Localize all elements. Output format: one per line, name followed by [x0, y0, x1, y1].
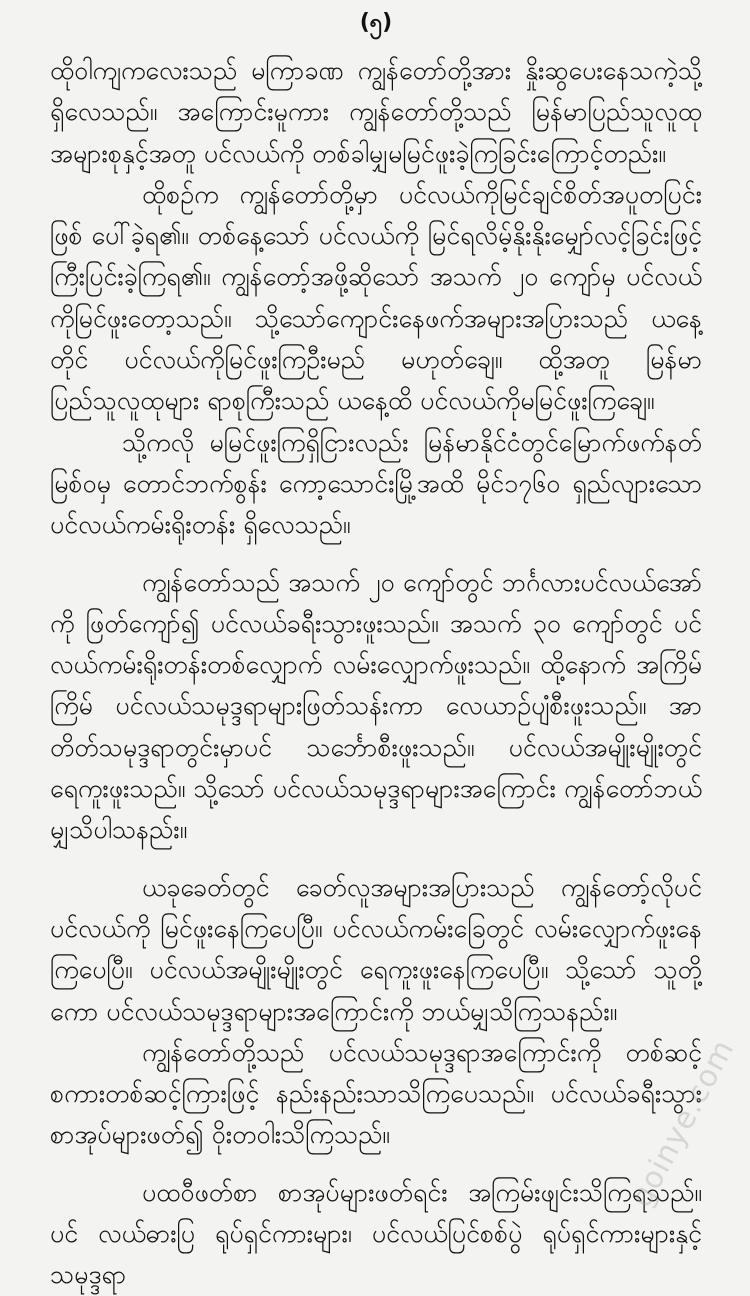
- paragraph-5: ယခုခေတ်တွင် ခေတ်လူအများအပြားသည် ကျွန်တော့်လိုပင် ပင်လယ်ကို မြင်ဖူးနေကြပေပြီ။ ပင်လယ်ကမ်းခြေတွင် လမ်းလျှောက်ဖူးနေ ကြပေပြီ။ ပင်လယ်အမျိုးမျိုးတွင် ရေကူးဖူးနေကြပေပြီ။ သို့သော် သူတို့ ကော ပင်လယ်သမုဒ္ဒရာများအကြောင်းကို ဘယ်မျှသိကြသနည်း။: [50, 872, 702, 1026]
- paragraph-6: ကျွန်တော်တို့သည် ပင်လယ်သမုဒ္ဒရာအကြောင်းကို တစ်ဆင့် စကားတစ်ဆင့်ကြားဖြင့် နည်းနည်းသာသိကြပေသည်။ ပင်လယ်ခရီးသွား စာအုပ်များဖတ်၍ ဝိုးတဝါးသိကြသည်။: [50, 1037, 702, 1150]
- paragraph-4: ကျွန်တော်သည် အသက် ၂၀ ကျော်တွင် ဘင်္ဂလားပင်လယ်အော် ကို ဖြတ်ကျော်၍ ပင်လယ်ခရီးသွားဖူးသည်။ အသက် ၃၀ ကျော်တွင် ပင် လယ်ကမ်းရိုးတန်းတစ်လျှောက် လမ်းလျှောက်ဖူးသည်။ ထို့နောက် အကြိမ် ကြိမ် ပင်လယ်သမုဒ္ဒရာများဖြတ်သန်းကာ လေယာဉ်ပျံစီးဖူးသည်။ အာ တိတ်သမုဒ္ဒရာတွင်းမှာပင် သင်္ဘောစီးဖူးသည်။ ပင်လယ်အမျိုးမျိုးတွင် ရေကူးဖူးသည်။ သို့သော် ပင်လယ်သမုဒ္ဒရာများအကြောင်း ကျွန်တော်ဘယ် မျှသိပါသနည်း။: [50, 567, 702, 845]
- paragraph-3: သို့ကလို မမြင်ဖူးကြရှိငြားလည်း မြန်မာနိုင်ငံတွင်မြောက်ဖက်နတ် မြစ်ဝမှ တောင်ဘက်စွန်း ကော့သောင်းမြို့အထိ မိုင်၁၇၆၀ ရှည်လျားသော ပင်လယ်ကမ်းရိုးတန်း ရှိလေသည်။: [50, 427, 702, 540]
- paragraph-1: ထိုဝါကျကလေးသည် မကြာခဏ ကျွန်တော်တို့အား နှိုးဆွပေးနေသကဲ့သို့ ရှိလေသည်။ အကြောင်းမူကား ကျွန်တော်တို့သည် မြန်မာပြည်သူလူထု အများစုနှင့်အတူ ပင်လယ်ကို တစ်ခါမျှမမြင်ဖူးခဲ့ကြခြင်းကြောင့်တည်း။: [50, 56, 702, 168]
- paragraph-2: ထိုစဉ်က ကျွန်တော်တို့မှာ ပင်လယ်ကိုမြင်ချင်စိတ်အပူတပြင်းဖြစ် ပေါ်ခဲ့ရ၏။ တစ်နေ့သော် ပင်လယ်ကို မြင်ရလိမ့်နိုးနိုးမျှော်လင့်ခြင်းဖြင့် ကြီးပြင်းခဲ့ကြရ၏။ ကျွန်တော့်အဖို့ဆိုသော် အသက် ၂၀ ကျော်မှ ပင်လယ် ကိုမြင်ဖူးတော့သည်။ သို့သော်ကျောင်းနေဖက်အများအပြားသည် ယနေ့တိုင် ပင်လယ်ကိုမြင်ဖူးကြဦးမည် မဟုတ်ချေ။ ထို့အတူ မြန်မာပြည်သူလူထုများ ရာစုကြီးသည် ယနေ့ထိ ပင်လယ်ကိုမမြင်ဖူးကြချေ။: [50, 179, 702, 416]
- watermark: goinye.com: [624, 1033, 742, 1213]
- page-number: (၅): [359, 10, 393, 35]
- paragraph-7: ပထဝီဖတ်စာ စာအုပ်များဖတ်ရင်း အကြမ်းဖျင်းသိကြရသည်။ ပင် လယ်ဓားပြ ရုပ်ရှင်ကားများ၊ ပင်လယ်ပြင်စစ်ပွဲ ရုပ်ရှင်ကားများနှင့် သမုဒ္ဒရာ: [50, 1177, 702, 1290]
